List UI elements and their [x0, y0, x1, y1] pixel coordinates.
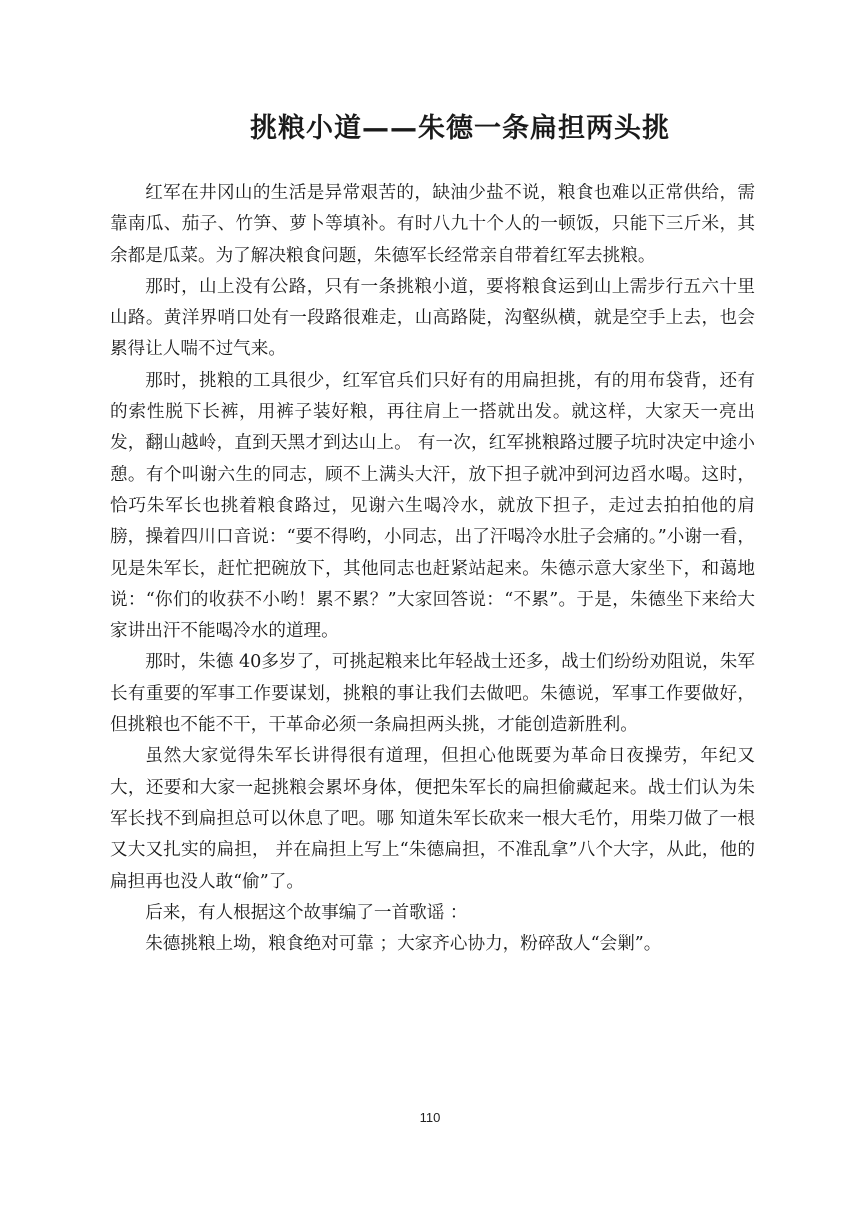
paragraph: 那时，朱德 40多岁了，可挑起粮来比年轻战士还多，战士们纷纷劝阻说，朱军长有重要的军事工作要谋划，挑粮的事让我们去做吧。朱德说，军事工作要做好，但挑粮也不能不干，干革命必须一条扁担两头挑，才能创造新胜利。 [110, 652, 755, 736]
paragraph: 那时，挑粮的工具很少，红军官兵们只好有的用扁担挑，有的用布袋背，还有的索性脱下长裤，用裤子装好粮，再往肩上一搭就出发。就这样，大家天一亮出发，翻山越岭，直到天黑才到达山上。 有一次，红军挑粮路过腰子坑时决定中途小憩。有个叫谢六生的同志，顾不上满头大汗，放下担子就冲到河边舀水喝。这时，恰巧朱军长也挑着粮食路过，见谢六生喝冷水，就放下担子，走过去拍拍他的肩膀，操着四川口音说：“要不得哟，小同志，出了汗喝冷水肚子会痛的。”小谢一看，见是朱军长，赶忙把碗放下，其他同志也赶紧站起来。朱德示意大家坐下，和蔼地说：“你们的收获不小哟！累不累？”大家回答说：“不累”。于是，朱德坐下来给大家讲出汗不能喝冷水的道理。 [110, 370, 755, 642]
paragraph: 朱德挑粮上坳，粮食绝对可靠 ；大家齐心协力，粉碎敌人“会剿”。 [145, 934, 662, 955]
body-text [110, 178, 755, 960]
page-number: 110 [419, 1110, 441, 1125]
page-title: 挑粮小道——朱德一条扁担两头挑 [250, 113, 670, 144]
paragraph: 那时，山上没有公路，只有一条挑粮小道，要将粮食运到山上需步行五六十里山路。黄洋界哨口处有一段路很难走，山高路陡，沟壑纵横，就是空手上去，也会累得让人喘不过气来。 [110, 276, 755, 360]
paragraph: 后来，有人根据这个故事编了一首歌谣 ： [145, 902, 468, 923]
paragraph: 虽然大家觉得朱军长讲得很有道理，但担心他既要为革命日夜操劳，年纪又大，还要和大家一起挑粮会累坏身体，便把朱军长的扁担偷藏起来。战士们认为朱军长找不到扁担总可以休息了吧。哪 知道朱军长砍来一根大毛竹，用柴刀做了一根又大又扎实的扁担， 并在扁担上写上“朱德扁担，不准乱拿”八个大字，从此，他的扁担再也没人敢“偷”了。 [110, 746, 755, 892]
paragraph: 红军在井冈山的生活是异常艰苦的，缺油少盐不说，粮食也难以正常供给，需靠南瓜、茄子、竹笋、萝卜等填补。有时八九十个人的一顿饭，只能下三斤米，其余都是瓜菜。为了解决粮食问题，朱德军长经常亲自带着红军去挑粮。 [110, 183, 755, 266]
